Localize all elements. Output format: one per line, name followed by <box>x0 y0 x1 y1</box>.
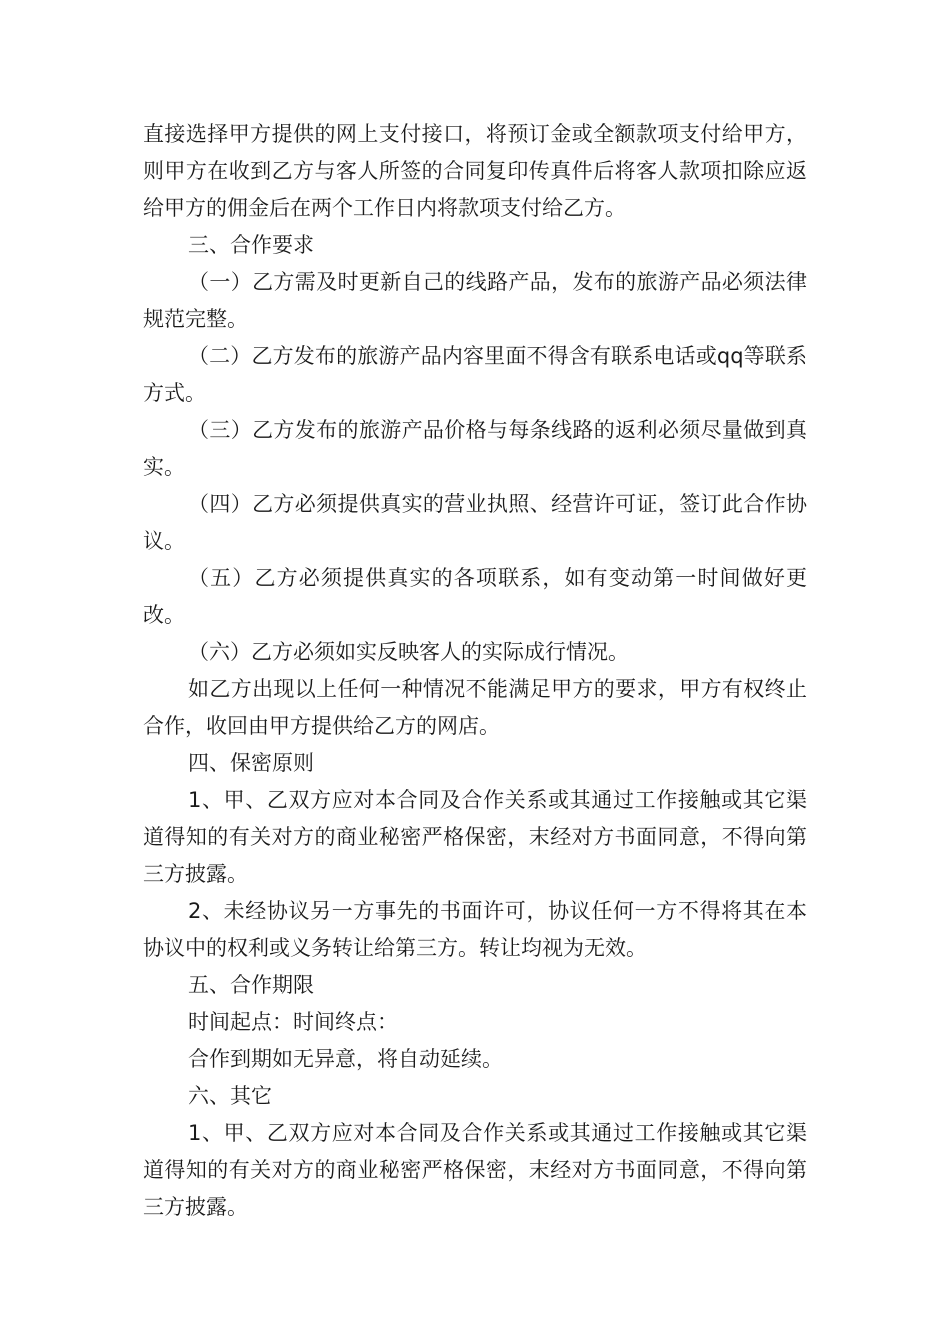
paragraph-other-1: 1、甲、乙双方应对本合同及合作关系或其通过工作接触或其它渠道得知的有关对方的商业秘密严格保密，末经对方书面同意，不得向第三方披露。 <box>143 1121 807 1219</box>
section-heading-confidentiality: 四、保密原则 <box>188 751 314 775</box>
paragraph-requirement-5: （五）乙方必须提供真实的各项联系，如有变动第一时间做好更改。 <box>143 566 807 627</box>
section-heading-other: 六、其它 <box>188 1084 272 1108</box>
document-body <box>143 116 807 1226</box>
paragraph-requirement-2: （二）乙方发布的旅游产品内容里面不得含有联系电话或qq等联系方式。 <box>143 344 807 405</box>
paragraph-confidentiality-1: 1、甲、乙双方应对本合同及合作关系或其通过工作接触或其它渠道得知的有关对方的商业秘密严格保密，末经对方书面同意，不得向第三方披露。 <box>143 788 807 886</box>
paragraph-requirement-3: （三）乙方发布的旅游产品价格与每条线路的返利必须尽量做到真实。 <box>143 418 807 479</box>
paragraph-term-dates: 时间起点：时间终点： <box>188 1010 398 1034</box>
section-heading-cooperation-requirements: 三、合作要求 <box>188 233 314 257</box>
paragraph-confidentiality-2: 2、未经协议另一方事先的书面许可，协议任何一方不得将其在本协议中的权利或义务转让给第三方。转让均视为无效。 <box>143 899 807 960</box>
paragraph-termination-clause: 如乙方出现以上任何一种情况不能满足甲方的要求，甲方有权终止合作，收回由甲方提供给乙方的网店。 <box>143 677 807 738</box>
section-heading-cooperation-term: 五、合作期限 <box>188 973 314 997</box>
paragraph-requirement-1: （一）乙方需及时更新自己的线路产品，发布的旅游产品必须法律规范完整。 <box>143 270 807 331</box>
paragraph-auto-renewal: 合作到期如无异意，将自动延续。 <box>188 1047 503 1071</box>
paragraph-requirement-4: （四）乙方必须提供真实的营业执照、经营许可证，签订此合作协议。 <box>143 492 807 553</box>
paragraph-payment-continued: 直接选择甲方提供的网上支付接口，将预订金或全额款项支付给甲方，则甲方在收到乙方与客人所签的合同复印传真件后将客人款项扣除应返给甲方的佣金后在两个工作日内将款项支付给乙方。 <box>143 122 807 220</box>
paragraph-requirement-6: （六）乙方必须如实反映客人的实际成行情况。 <box>188 640 629 664</box>
